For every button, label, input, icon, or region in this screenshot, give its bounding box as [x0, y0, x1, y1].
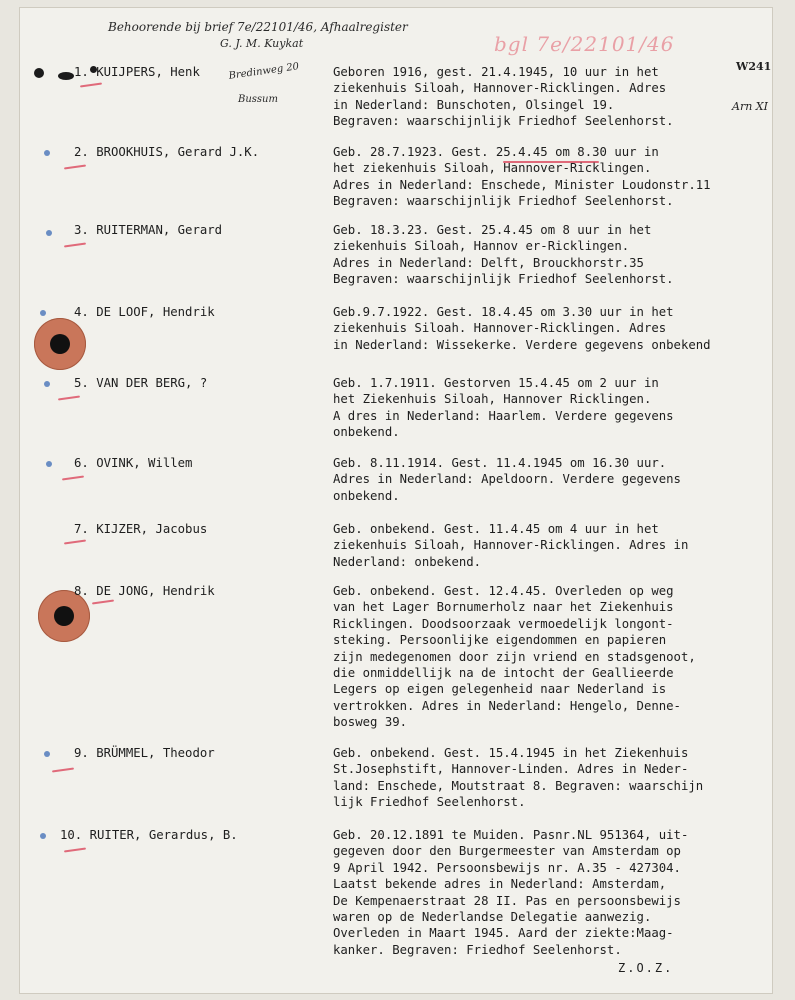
handwritten-address: Bredinweg 20: [228, 61, 300, 82]
handwritten-city: Bussum: [238, 94, 278, 105]
handwritten-signature: G. J. M. Kuykat: [220, 37, 304, 50]
document-sheet: [20, 8, 772, 993]
person-details: Geb.9.7.1922. Gest. 18.4.45 om 3.30 uur in het ziekenhuis Siloah. Hannover-Ricklingen. Adres in Nederland: Wissekerke. Verdere gegevens onbekend: [333, 305, 711, 352]
pink-tick: [62, 475, 84, 480]
punch-hole: [34, 318, 86, 370]
person-details: Geb. 8.11.1914. Gest. 11.4.1945 om 16.30 uur. Adres in Nederland: Apeldoorn. Verdere gegevens onbekend.: [333, 456, 681, 503]
person-details: Geb. onbekend. Gest. 12.4.45. Overleden op weg van het Lager Bornumerholz naar het Ziekenhuis Ricklingen. Doodsoorzaak vermoedelijk longont- steking. Persoonlijke eigendommen en papieren zijn medegenomen door zijn vriend en stadsgenoot, die onmiddellijk na de intocht der Geallieerde Legers op eigen gelegenheid naar Nederland is vertrokken. Adres in Nederland: Hengelo, Denne- bosweg 39.: [333, 584, 696, 730]
person-details: Geb. 18.3.23. Gest. 25.4.45 om 8 uur in het ziekenhuis Siloah, Hannov er-Ricklingen. Adres in Nederland: Delft, Brouckhorstr.35 Begraven: waarschijnlijk Friedhof Seelenhorst.: [333, 223, 674, 287]
blue-dot: [44, 381, 50, 387]
person-details: Geb. onbekend. Gest. 15.4.1945 in het Ziekenhuis St.Josephstift, Hannover-Linden. Adres in Neder- land: Enschede, Moutstraat 8. Begraven: waarschijn lijk Friedhof Seelenhorst.: [333, 746, 704, 810]
pink-tick: [80, 82, 102, 87]
person-details: Geb. onbekend. Gest. 11.4.45 om 4 uur in het ziekenhuis Siloah, Hannover-Ricklingen. Adres in Nederland: onbekend.: [333, 522, 689, 569]
corner-note: Arn XI: [732, 100, 768, 113]
reference-stamp: bgl 7e/22101/46: [494, 32, 675, 56]
pink-tick: [52, 767, 74, 772]
pink-tick: [64, 164, 86, 169]
pink-tick: [64, 847, 86, 852]
blue-dot: [44, 751, 50, 757]
blue-dot: [46, 461, 52, 467]
blue-dot: [40, 310, 46, 316]
pink-tick: [64, 242, 86, 247]
person-details: Geb. 28.7.1923. Gest. 25.4.45 om 8.30 uur in het ziekenhuis Siloah, Hannover-Ricklingen. Adres in Nederland: Enschede, Minister Loudonstr.11 Begraven: waarschijnlijk Friedhof Seelenhorst.: [333, 145, 711, 209]
person-name: 2. BROOKHUIS, Gerard J.K.: [74, 145, 260, 159]
ink-blot: [58, 72, 74, 80]
person-name: 9. BRÜMMEL, Theodor: [74, 746, 215, 760]
page-footer-zoz: Z.O.Z.: [618, 961, 674, 975]
person-details: Geb. 20.12.1891 te Muiden. Pasnr.NL 951364, uit- gegeven door den Burgermeester van Amsterdam op 9 April 1942. Persoonsbewijs nr. A.35 - 427304. Laatst bekende adres in Nederland: Amsterdam, De Kempenaerstraat 28 II. Pas en persoonsbewijs waren op de Nederlandse Delegatie aanwezig. Overleden in Maart 1945. Aard der ziekte:Maag- kanker. Begraven: Friedhof Seelenhorst.: [333, 828, 689, 957]
pink-tick: [64, 539, 86, 544]
person-name: 1. KUIJPERS, Henk: [74, 65, 200, 79]
person-name: 3. RUITERMAN, Gerard: [74, 223, 223, 237]
handwritten-reference: Behoorende bij brief 7e/22101/46, Afhaalregister: [108, 20, 408, 34]
pink-tick: [58, 395, 80, 400]
blue-dot: [46, 230, 52, 236]
corner-code: W241: [736, 60, 772, 73]
ink-blot: [34, 68, 44, 78]
person-name: 6. OVINK, Willem: [74, 456, 193, 470]
person-name: 8. DE JONG, Hendrik: [74, 584, 215, 598]
blue-dot: [44, 150, 50, 156]
person-details: Geboren 1916, gest. 21.4.1945, 10 uur in het ziekenhuis Siloah, Hannover-Ricklingen. Adres in Nederland: Bunschoten, Olsingel 19. Begraven: waarschijnlijk Friedhof Seelenhorst.: [333, 65, 674, 129]
blue-dot: [40, 833, 46, 839]
person-name: 10. RUITER, Gerardus, B.: [60, 828, 238, 842]
person-name: 4. DE LOOF, Hendrik: [74, 305, 215, 319]
person-details: Geb. 1.7.1911. Gestorven 15.4.45 om 2 uur in het Ziekenhuis Siloah, Hannover Ricklingen. A dres in Nederland: Haarlem. Verdere gegevens onbekend.: [333, 376, 674, 440]
person-name: 5. VAN DER BERG, ?: [74, 376, 208, 390]
person-name: 7. KIJZER, Jacobus: [74, 522, 208, 536]
pink-tick: [92, 599, 114, 604]
